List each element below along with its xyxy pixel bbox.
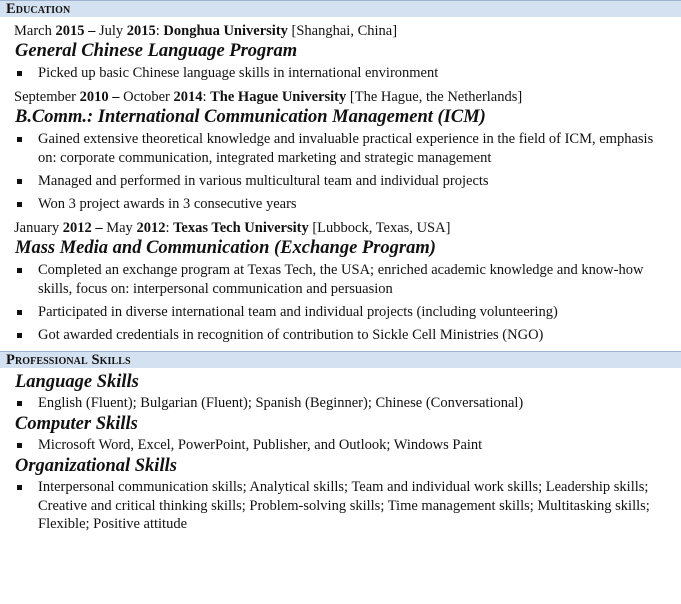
school-name: The Hague University xyxy=(210,89,347,105)
square-bullet-icon xyxy=(17,333,22,338)
entry-dates-school: March 2015 – July 2015: Donghua University [Shanghai, China] xyxy=(14,23,398,39)
square-bullet-icon xyxy=(17,401,22,406)
square-bullet-icon xyxy=(17,310,22,315)
list-item xyxy=(0,172,681,191)
square-bullet-icon xyxy=(17,485,22,490)
entry-bullet-list xyxy=(0,64,681,83)
start-month: March xyxy=(14,23,52,39)
education-section-header: Education xyxy=(0,0,681,17)
end-month: May xyxy=(106,220,133,236)
bullet-text: Picked up basic Chinese language skills in international environment xyxy=(38,65,439,81)
entry-dates-school: January 2012 – May 2012: Texas Tech University [Lubbock, Texas, USA] xyxy=(14,220,451,236)
entry-bullet-list xyxy=(0,261,681,345)
bullet-text: Gained extensive theoretical knowledge and invaluable practical experience in the field of ICM, emphasis on: corporate communication, integrated marketing and strategic management xyxy=(38,131,654,166)
date-separator: – xyxy=(108,89,124,105)
bullet-text: Participated in diverse international team and individual projects (including volunteering) xyxy=(38,304,558,320)
entry-bullet-list xyxy=(0,130,681,214)
end-year: 2012 xyxy=(136,220,166,236)
list-item xyxy=(0,195,681,214)
square-bullet-icon xyxy=(17,268,22,273)
list-item xyxy=(0,64,681,83)
start-year: 2015 xyxy=(55,23,85,39)
square-bullet-icon xyxy=(17,71,22,76)
skill-bullet-list xyxy=(0,394,681,413)
end-month: July xyxy=(98,23,124,39)
program-title: B.Comm.: International Communication Management (ICM) xyxy=(15,107,486,127)
skill-group-title: Language Skills xyxy=(15,372,139,392)
bullet-text: Interpersonal communication skills; Analytical skills; Team and individual work skills; Leadership skills; Creative and critical thinking skills; Problem-solving skills; Time management skills; Multitasking skills; Flexible; Positive attitude xyxy=(38,479,650,532)
square-bullet-icon xyxy=(17,202,22,207)
program-title: Mass Media and Communication (Exchange Program) xyxy=(15,238,436,258)
bullet-text: English (Fluent); Bulgarian (Fluent); Spanish (Beginner); Chinese (Conversational) xyxy=(38,395,524,411)
start-year: 2010 xyxy=(79,89,109,105)
program-title: General Chinese Language Program xyxy=(15,41,298,61)
bullet-text: Completed an exchange program at Texas Tech, the USA; enriched academic knowledge and know-how skills, focus on: interpersonal communication and persuasion xyxy=(38,262,644,297)
skills-section-header: Professional Skills xyxy=(0,351,681,368)
date-separator: – xyxy=(91,220,107,236)
school-name: Donghua University xyxy=(163,23,288,39)
bullet-text: Managed and performed in various multicultural team and individual projects xyxy=(38,173,489,189)
school-location: [Lubbock, Texas, USA] xyxy=(312,220,451,236)
school-location: [The Hague, the Netherlands] xyxy=(349,89,523,105)
skill-group xyxy=(0,413,681,455)
skill-group-title: Computer Skills xyxy=(15,414,138,434)
skill-bullet-list xyxy=(0,436,681,455)
skill-group-title: Organizational Skills xyxy=(15,456,177,476)
date-separator: – xyxy=(84,23,99,39)
list-item xyxy=(0,326,681,345)
list-item xyxy=(0,130,681,168)
bullet-text: Got awarded credentials in recognition of contribution to Sickle Cell Ministries (NGO) xyxy=(38,327,544,343)
start-year: 2012 xyxy=(62,220,92,236)
square-bullet-icon xyxy=(17,179,22,184)
end-year: 2015 xyxy=(126,23,156,39)
list-item xyxy=(0,261,681,299)
education-entry xyxy=(0,22,681,83)
list-item xyxy=(0,394,681,413)
list-item xyxy=(0,478,681,534)
start-month: September xyxy=(14,89,77,105)
education-entry xyxy=(0,219,681,345)
list-item xyxy=(0,303,681,322)
entry-dates-school: September 2010 – October 2014: The Hague University [The Hague, the Netherlands] xyxy=(14,89,523,105)
education-entry xyxy=(0,88,681,214)
bullet-text: Microsoft Word, Excel, PowerPoint, Publisher, and Outlook; Windows Paint xyxy=(38,437,483,453)
list-item xyxy=(0,436,681,455)
skill-bullet-list xyxy=(0,478,681,534)
start-month: January xyxy=(14,220,60,236)
school-name: Texas Tech University xyxy=(173,220,309,236)
bullet-text: Won 3 project awards in 3 consecutive years xyxy=(38,196,297,212)
skill-group xyxy=(0,455,681,534)
square-bullet-icon xyxy=(17,443,22,448)
school-location: [Shanghai, China] xyxy=(291,23,398,39)
square-bullet-icon xyxy=(17,137,22,142)
end-year: 2014 xyxy=(173,89,203,105)
skill-group xyxy=(0,371,681,413)
end-month: October xyxy=(123,89,170,105)
